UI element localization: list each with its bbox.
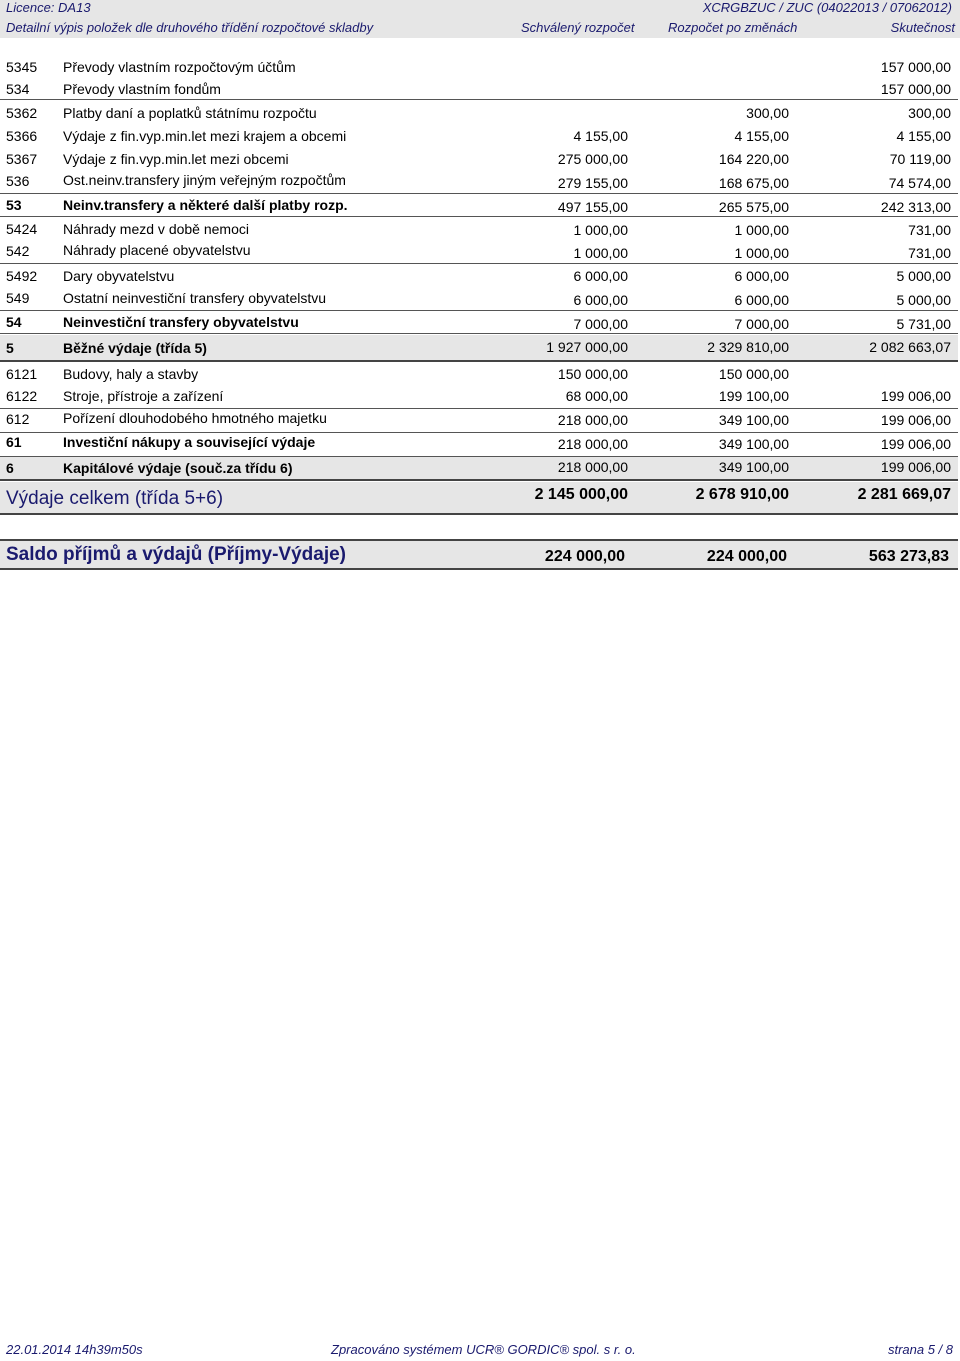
row-approved: 218 000,00 bbox=[557, 436, 628, 452]
row-approved: 218 000,00 bbox=[557, 459, 628, 475]
row-actual: 157 000,00 bbox=[880, 81, 951, 97]
licence-label: Licence: DA13 bbox=[6, 0, 91, 15]
row-actual: 4 155,00 bbox=[896, 128, 951, 144]
table-row bbox=[0, 218, 958, 240]
row-changed: 4 155,00 bbox=[734, 128, 789, 144]
col-header-approved: Schválený rozpočet bbox=[521, 20, 635, 35]
row-approved: 4 155,00 bbox=[573, 128, 628, 144]
row-approved: 6 000,00 bbox=[573, 268, 628, 284]
row-name: Výdaje z fin.vyp.min.let mezi krajem a obcemi bbox=[63, 128, 347, 144]
table-row bbox=[0, 386, 958, 409]
row-actual: 199 006,00 bbox=[880, 436, 951, 452]
row-actual: 157 000,00 bbox=[880, 59, 951, 75]
row-changed: 349 100,00 bbox=[718, 412, 789, 428]
row-code: 5345 bbox=[6, 59, 38, 75]
saldo-label: Saldo příjmů a výdajů (Příjmy-Výdaje) bbox=[6, 544, 346, 565]
row-code: 54 bbox=[6, 314, 22, 330]
row-code: 6 bbox=[6, 460, 14, 476]
row-approved: 150 000,00 bbox=[557, 366, 628, 382]
row-approved: 68 000,00 bbox=[565, 388, 628, 404]
table-row bbox=[0, 56, 958, 78]
row-name: Převody vlastním rozpočtovým účtům bbox=[63, 59, 296, 75]
row-name: Stroje, přístroje a zařízení bbox=[63, 388, 224, 404]
table-row bbox=[0, 240, 958, 264]
row-name: Platby daní a poplatků státnímu rozpočtu bbox=[63, 105, 317, 121]
row-actual: 300,00 bbox=[908, 105, 951, 121]
row-name: Neinvestiční transfery obyvatelstvu bbox=[63, 314, 299, 330]
row-approved: 1 000,00 bbox=[573, 222, 628, 238]
row-changed: 6 000,00 bbox=[734, 268, 789, 284]
saldo-actual: 563 273,83 bbox=[868, 548, 949, 565]
row-code: 612 bbox=[6, 411, 30, 427]
table-row bbox=[0, 125, 958, 147]
row-name: Budovy, haly a stavby bbox=[63, 366, 199, 382]
report-subtitle: Detailní výpis položek dle druhového třídění rozpočtové skladby bbox=[6, 20, 374, 35]
row-name: Dary obyvatelstvu bbox=[63, 268, 175, 284]
saldo-row bbox=[0, 539, 958, 570]
row-changed: 265 575,00 bbox=[718, 199, 789, 215]
table-row bbox=[0, 78, 958, 100]
row-name: Náhrady mezd v době nemoci bbox=[63, 221, 249, 237]
row-changed: 150 000,00 bbox=[718, 366, 789, 382]
table-row bbox=[0, 364, 958, 386]
row-approved: 279 155,00 bbox=[557, 175, 628, 191]
col-header-after-changes: Rozpočet po změnách bbox=[668, 20, 798, 35]
saldo-changed: 224 000,00 bbox=[706, 548, 787, 565]
table-row bbox=[0, 457, 958, 481]
report-header bbox=[0, 0, 960, 38]
row-approved: 7 000,00 bbox=[573, 316, 628, 332]
row-name: Výdaje z fin.vyp.min.let mezi obcemi bbox=[63, 151, 289, 167]
row-actual: 5 731,00 bbox=[896, 316, 951, 332]
row-name: Běžné výdaje (třída 5) bbox=[63, 340, 207, 356]
row-actual: 242 313,00 bbox=[880, 199, 951, 215]
row-actual: 731,00 bbox=[908, 222, 951, 238]
table-row bbox=[0, 265, 958, 287]
row-name: Investiční nákupy a související výdaje bbox=[63, 434, 316, 450]
row-name: Pořízení dlouhodobého hmotného majetku bbox=[63, 410, 327, 426]
row-approved: 497 155,00 bbox=[557, 199, 628, 215]
col-header-actual: Skutečnost bbox=[890, 20, 955, 35]
row-code: 5424 bbox=[6, 221, 38, 237]
row-changed: 199 100,00 bbox=[718, 388, 789, 404]
row-name: Neinv.transfery a některé další platby rozp. bbox=[63, 197, 348, 213]
row-code: 542 bbox=[6, 243, 30, 259]
total-row bbox=[0, 482, 958, 515]
row-actual: 2 082 663,07 bbox=[869, 339, 951, 355]
row-name: Ostatní neinvestiční transfery obyvatelstvu bbox=[63, 290, 327, 306]
row-changed: 164 220,00 bbox=[718, 151, 789, 167]
row-actual: 199 006,00 bbox=[880, 412, 951, 428]
row-changed: 1 000,00 bbox=[734, 222, 789, 238]
table-row bbox=[0, 102, 958, 124]
row-approved: 1 000,00 bbox=[573, 245, 628, 261]
row-changed: 349 100,00 bbox=[718, 436, 789, 452]
row-approved: 6 000,00 bbox=[573, 292, 628, 308]
row-actual: 74 574,00 bbox=[888, 175, 951, 191]
row-code: 53 bbox=[6, 197, 22, 213]
row-code: 61 bbox=[6, 434, 22, 450]
table-row bbox=[0, 170, 958, 194]
saldo-approved: 224 000,00 bbox=[544, 548, 625, 565]
row-actual: 70 119,00 bbox=[889, 151, 951, 167]
row-changed: 1 000,00 bbox=[734, 245, 789, 261]
total-label: Výdaje celkem (třída 5+6) bbox=[6, 488, 224, 509]
row-actual: 5 000,00 bbox=[896, 268, 951, 284]
table-row bbox=[0, 287, 958, 311]
row-changed: 300,00 bbox=[746, 105, 789, 121]
report-code: XCRGBZUC / ZUC (04022013 / 07062012) bbox=[702, 0, 952, 15]
row-code: 536 bbox=[6, 173, 30, 189]
footer-page: strana 5 / 8 bbox=[887, 1342, 953, 1357]
row-changed: 349 100,00 bbox=[718, 459, 789, 475]
row-code: 5362 bbox=[6, 105, 38, 121]
row-actual: 199 006,00 bbox=[880, 388, 951, 404]
row-actual: 5 000,00 bbox=[896, 292, 951, 308]
row-name: Náhrady placené obyvatelstvu bbox=[63, 242, 251, 258]
table-row bbox=[0, 335, 958, 362]
total-actual: 2 281 669,07 bbox=[857, 486, 951, 503]
footer-datetime: 22.01.2014 14h39m50s bbox=[6, 1342, 143, 1357]
table-row bbox=[0, 312, 958, 334]
row-changed: 6 000,00 bbox=[734, 292, 789, 308]
row-code: 6122 bbox=[6, 388, 38, 404]
table-row bbox=[0, 433, 958, 457]
row-code: 5492 bbox=[6, 268, 38, 284]
row-code: 5367 bbox=[6, 151, 38, 167]
row-approved: 275 000,00 bbox=[557, 151, 628, 167]
row-code: 5366 bbox=[6, 128, 38, 144]
row-name: Kapitálové výdaje (souč.za třídu 6) bbox=[63, 460, 293, 476]
total-changed: 2 678 910,00 bbox=[695, 486, 789, 503]
row-code: 5 bbox=[6, 340, 14, 356]
row-approved: 218 000,00 bbox=[557, 412, 628, 428]
row-actual: 199 006,00 bbox=[880, 459, 951, 475]
row-code: 534 bbox=[6, 81, 30, 97]
row-changed: 7 000,00 bbox=[734, 316, 789, 332]
row-actual: 731,00 bbox=[908, 245, 951, 261]
row-code: 549 bbox=[6, 290, 30, 306]
row-approved: 1 927 000,00 bbox=[546, 339, 628, 355]
row-name: Ost.neinv.transfery jiným veřejným rozpočtům bbox=[63, 172, 346, 188]
total-approved: 2 145 000,00 bbox=[534, 486, 628, 503]
table-row bbox=[0, 195, 958, 217]
table-row bbox=[0, 409, 958, 433]
footer-system: Zpracováno systémem UCR® GORDIC® spol. s r. o. bbox=[331, 1342, 636, 1357]
row-changed: 2 329 810,00 bbox=[707, 339, 789, 355]
row-code: 6121 bbox=[6, 366, 38, 382]
table-row bbox=[0, 148, 958, 170]
row-name: Převody vlastním fondům bbox=[63, 81, 221, 97]
row-changed: 168 675,00 bbox=[718, 175, 789, 191]
